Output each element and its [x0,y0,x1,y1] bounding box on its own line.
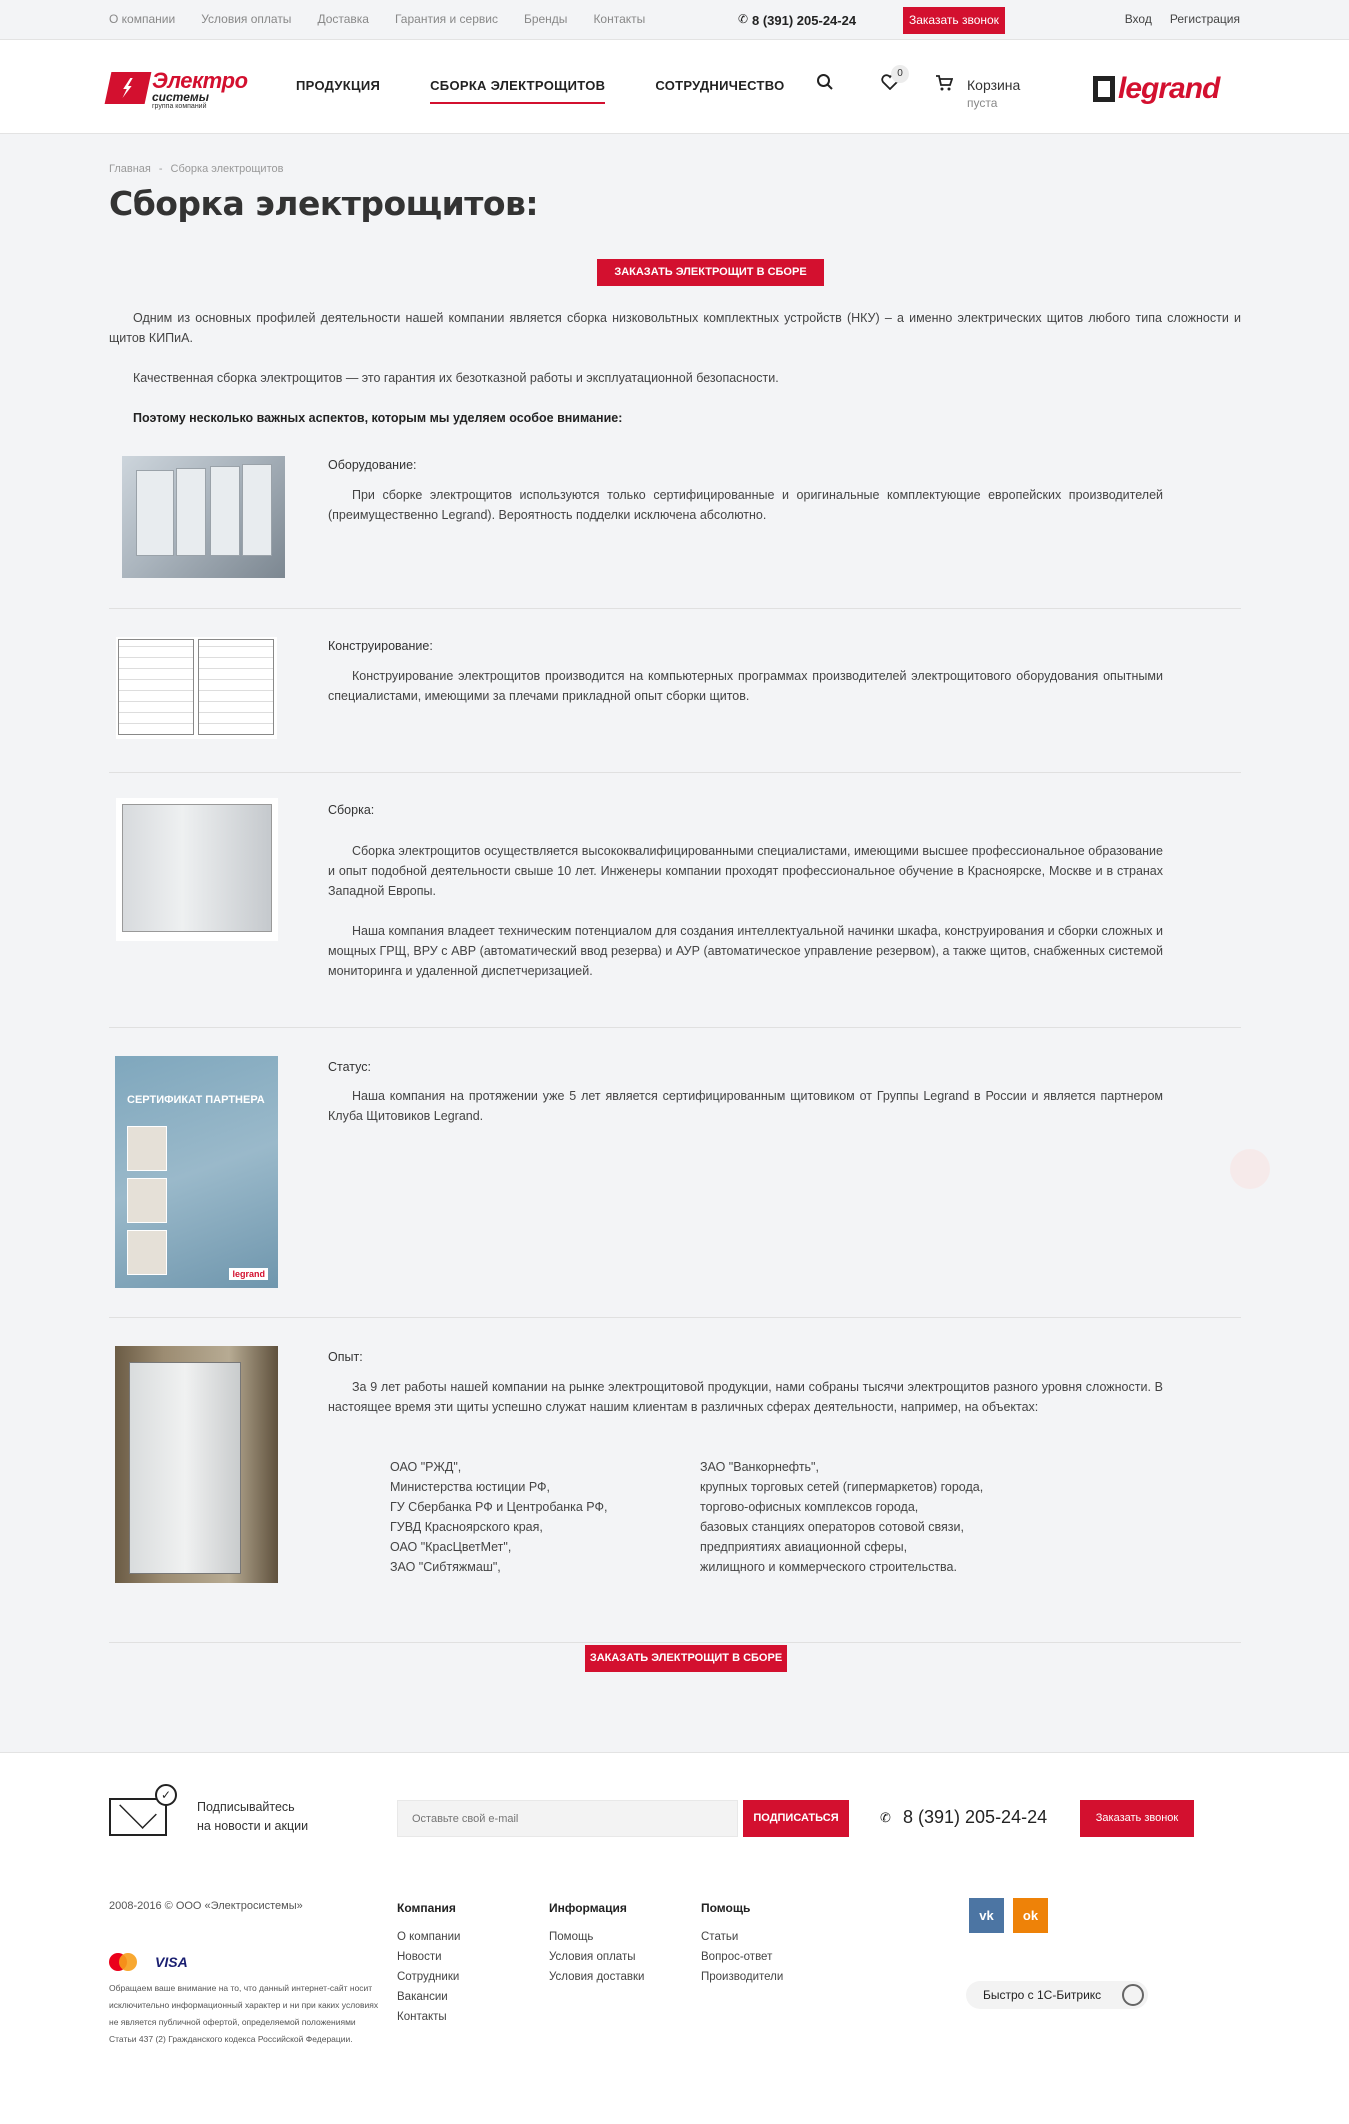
logo-lightning-icon [105,72,152,104]
breaker-module [210,466,240,556]
payment-cards [109,1953,188,1971]
top-menu-contacts[interactable]: Контакты [593,12,646,26]
certificate-brand: legrand [229,1268,268,1280]
assembled-cabinet-image [116,798,278,941]
bitrix-label: Быстро с 1С-Битрикс [983,1988,1102,2002]
section-title-status: Статус: [328,1060,371,1074]
breadcrumb-home[interactable]: Главная [109,163,151,175]
top-menu-warranty[interactable]: Гарантия и сервис [394,12,498,26]
login-link[interactable]: Вход [1124,12,1152,26]
top-menu-brands[interactable]: Бренды [523,12,568,26]
section-text-assembly-1: Сборка электрощитов осуществляется высококвалифицированными специалистами, имеющими высшее профессиональное образование и опыт подобной деятельности свыше 10 лет. Инженеры компании проходят профессиональное обучение в Красноярске, Москве и в странах Западной Европы. [328,844,1163,898]
clock-icon [1122,1984,1144,2006]
breaker-module [136,470,174,556]
certificate-photo [127,1178,167,1223]
footer-callback-button[interactable]: Заказать звонок [1080,1800,1194,1837]
breadcrumb-separator: - [158,163,163,175]
odnoklassniki-icon[interactable]: ok [1013,1898,1048,1933]
cabinet-body [122,804,272,932]
footer-link[interactable]: Вакансии [397,1991,448,2003]
nav-products[interactable]: ПРОДУКЦИЯ [296,78,381,93]
legrand-mark-icon [1093,76,1115,102]
list-item: торгово-офисных комплексов города, [700,1500,919,1514]
certificate-photo [127,1126,167,1171]
footer-link[interactable]: Условия оплаты [549,1951,636,1963]
section-text-equipment: При сборке электрощитов используются только сертифицированные и оригинальные комплектующие европейских производителей (преимущественно Legrand). Вероятность подделки исключена абсолютно. [328,488,1163,522]
legrand-logo[interactable] [1093,72,1219,106]
floating-widget[interactable] [1230,1149,1270,1189]
list-item: ГУВД Красноярского края, [390,1520,543,1534]
list-item: ЗАО "Сибтяжмаш", [390,1560,501,1574]
visa-icon: VISA [155,1954,188,1970]
list-item: ГУ Сбербанка РФ и Центробанка РФ, [390,1500,608,1514]
footer-column-title: Компания [397,1901,456,1915]
nav-panel-assembly[interactable]: СБОРКА ЭЛЕКТРОЩИТОВ [430,78,605,104]
divider [109,1027,1241,1028]
email-field[interactable] [397,1800,738,1837]
mastercard-icon [109,1953,137,1971]
footer-link[interactable]: Контакты [397,2011,447,2023]
order-panel-button-bottom[interactable]: ЗАКАЗАТЬ ЭЛЕКТРОЩИТ В СБОРЕ [585,1645,787,1672]
section-title-assembly: Сборка: [328,803,375,817]
footer-column-info [549,1901,644,1987]
subscribe-caption [197,1798,308,1836]
list-item: крупных торговых сетей (гипермаркетов) города, [700,1480,984,1494]
footer-link[interactable]: Статьи [701,1931,739,1943]
list-item: жилищного и коммерческого строительства. [700,1560,957,1574]
cabinet-door [129,1362,241,1574]
order-panel-button-top[interactable]: ЗАКАЗАТЬ ЭЛЕКТРОЩИТ В СБОРЕ [597,259,824,286]
section-text-assembly-2: Наша компания владеет техническим потенциалом для создания интеллектуальной начинки шкафа, конструирования и сборки сложных и мощных ГРЩ, ВРУ с АВР (автоматический ввод резерва) и АУР (автоматическое управление резервом), а также щитов, снабженных системой мониторинга и удаленной диспетчеризацией. [328,924,1163,978]
section-text-construction: Конструирование электрощитов производится на компьютерных программах производителей электрощитового оборудования опытными специалистами, имеющими за плечами прикладной опыт сборки щитов. [328,669,1163,703]
certificate-title: СЕРТИФИКАТ ПАРТНЕРА [127,1094,265,1106]
section-title-experience: Опыт: [328,1350,363,1364]
footer-column-company [397,1901,460,2027]
cart-icon[interactable] [935,75,953,96]
top-bar [0,0,1349,40]
logo-line-2: системы [152,90,209,104]
register-link[interactable]: Регистрация [1169,12,1240,26]
footer-link[interactable]: О компании [397,1931,461,1943]
main-header [0,40,1349,134]
callback-button[interactable]: Заказать звонок [903,7,1005,34]
search-icon[interactable] [816,73,834,96]
divider [109,772,1241,773]
page-title: Сборка электрощитов: [109,184,539,223]
top-menu-about[interactable]: О компании [109,12,176,26]
footer [0,1752,1349,2124]
list-item: базовых станциях операторов сотовой связи, [700,1520,964,1534]
bitrix-badge[interactable] [966,1981,1148,2009]
copyright: 2008-2016 © ООО «Электросистемы» [109,1900,303,1912]
section-title-equipment: Оборудование: [328,458,417,472]
section-text-status: Наша компания на протяжении уже 5 лет является сертифицированным щитовиком от Группы Legrand в России и является партнером Клуба Щитовиков Legrand. [328,1089,1163,1123]
partner-certificate-image [115,1056,278,1288]
breaker-module [242,464,272,556]
list-item: ЗАО "Ванкорнефть", [700,1460,819,1474]
footer-link[interactable]: Производители [701,1971,784,1983]
phone-icon: ✆ [880,1810,891,1825]
subscribe-caption-line-1: Подписывайтесь [197,1800,295,1814]
intro-paragraph-1: Одним из основных профилей деятельности нашей компании является сборка низковольтных комплектных устройств (НКУ) – а именно электрических щитов любого типа сложности и щитов КИПиА. [109,311,1241,345]
clients-list-right [700,1457,983,1577]
drawing-cabinet [198,639,274,735]
construction-drawing-image [116,637,277,739]
logo-line-1: Электро [152,68,248,93]
footer-link[interactable]: Помощь [549,1931,594,1943]
equipment-image [122,456,285,578]
footer-column-title: Помощь [701,1901,751,1915]
certificate-photo [127,1230,167,1275]
auth-links [1125,12,1240,26]
divider [109,1317,1241,1318]
section-text-experience: За 9 лет работы нашей компании на рынке электрощитовой продукции, нами собраны тысячи электрощитов разного уровня сложности. В настоящее время эти щиты успешно служат нашим клиентам в различных сферах деятельности, например, на объектах: [328,1380,1163,1414]
main-nav [296,78,785,104]
clients-list-left [390,1457,607,1577]
site-logo[interactable] [108,68,253,108]
intro-paragraph-2: Качественная сборка электрощитов — это гарантия их безотказной работы и эксплуатационной безопасности. [133,371,779,385]
breadcrumb-current: Сборка электрощитов [170,163,284,175]
subscribe-caption-line-2: на новости и акции [197,1819,309,1833]
phone-icon: ✆ [738,12,749,26]
divider [109,1642,1241,1643]
footer-link[interactable]: Вопрос-ответ [701,1951,773,1963]
experience-cabinet-image [115,1346,278,1583]
footer-link[interactable]: Новости [397,1951,442,1963]
footer-column-help [701,1901,783,1987]
subscribe-button[interactable]: ПОДПИСАТЬСЯ [743,1800,849,1837]
list-item: ОАО "КрасЦветМет", [390,1540,512,1554]
list-item: ОАО "РЖД", [390,1460,462,1474]
cart-status: пуста [967,96,998,110]
nav-cooperation[interactable]: СОТРУДНИЧЕСТВО [655,78,785,93]
top-menu [109,12,645,26]
footer-link[interactable]: Условия доставки [549,1971,645,1983]
footer-column-title: Информация [549,1901,627,1915]
footer-phone[interactable]: 8 (391) 205-24-24 [903,1807,1048,1827]
header-phone[interactable]: 8 (391) 205-24-24 [752,13,857,28]
breadcrumb [109,163,283,175]
section-title-construction: Конструирование: [328,639,433,653]
logo-line-3: группа компаний [152,103,207,110]
footer-link[interactable]: Сотрудники [397,1971,460,1983]
checkmark-icon: ✓ [155,1784,177,1806]
intro-paragraph-3: Поэтому несколько важных аспектов, которым мы уделяем особое внимание: [133,411,623,425]
list-item: Министерства юстиции РФ, [390,1480,551,1494]
favorites-count-badge: 0 [891,65,909,83]
drawing-cabinet [118,639,194,735]
list-item: предприятиях авиационной сферы, [700,1540,908,1554]
divider [109,608,1241,609]
legal-disclaimer: Обращаем ваше внимание на то, что данный интернет-сайт носит исключительно информационный характер и ни при каких условиях не является публичной офертой, определяемой положениями Статьи 437 (2) Гражданского кодекса Российской Федерации. [109,1983,379,2044]
top-menu-delivery[interactable]: Доставка [317,12,369,26]
breaker-module [176,468,206,556]
vk-icon[interactable]: vk [969,1898,1004,1933]
legrand-brand-text: legrand [1118,72,1220,105]
cart-title[interactable]: Корзина [967,77,1021,93]
top-menu-payment[interactable]: Условия оплаты [201,12,292,26]
